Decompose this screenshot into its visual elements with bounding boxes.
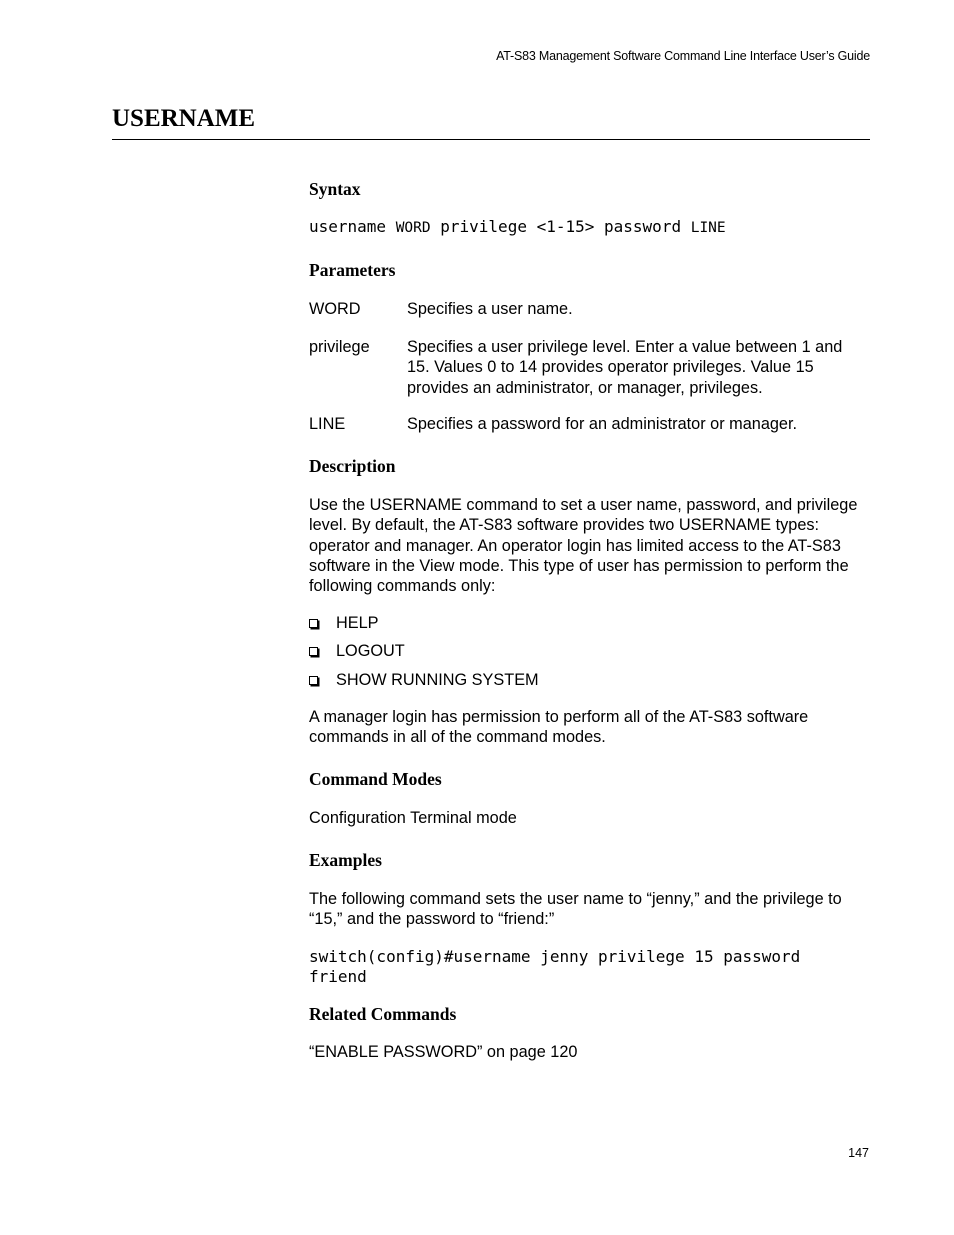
param-desc-word: Specifies a user name. [407,300,573,318]
bullet-text: HELP [336,614,379,632]
checkbox-bullet-icon [309,676,318,685]
bullet-text: SHOW RUNNING SYSTEM [336,671,539,689]
command-modes-text: Configuration Terminal mode [309,809,517,827]
param-name-privilege: privilege [309,338,370,356]
examples-text: The following command sets the user name to “jenny,” and the privilege to “15,” and the password to “friend:” [309,890,842,929]
description-intro: Use the USERNAME command to set a user name, password, and privilege level. By default, the AT-S83 software provides two USERNAME types: operator and manager. An operator login has limited access to the AT-S83 software in the View mode. This type of user has permission to perform the following commands only: [309,496,858,596]
page-number: 147 [848,1146,869,1160]
syntax-command: username [309,217,396,236]
list-item [309,641,709,663]
description-heading: Description [309,456,396,476]
syntax-arg-line: LINE [690,220,726,236]
param-desc-privilege: Specifies a user privilege level. Enter a value between 1 and 15. Values 0 to 14 provides operator privileges. Value 15 provides an administrator, or manager, privileges. [407,338,843,397]
syntax-heading: Syntax [309,179,361,199]
syntax-command-rest: privilege <1-15> password [430,217,691,236]
running-header: AT-S83 Management Software Command Line Interface User’s Guide [496,49,870,63]
parameters-heading: Parameters [309,260,396,280]
checkbox-bullet-icon [309,647,318,656]
related-commands-heading: Related Commands [309,1004,457,1024]
page-title: USERNAME [112,105,256,132]
bullet-text: LOGOUT [336,642,405,660]
syntax-arg-word: WORD [395,220,431,236]
syntax-code [309,217,879,238]
example-code-line-2: friend [309,967,367,986]
related-command-reference: “ENABLE PASSWORD” on page 120 [309,1043,578,1061]
list-item [309,670,709,692]
title-rule [112,139,870,140]
param-name-word: WORD [309,300,361,318]
param-desc-line: Specifies a password for an administrator or manager. [407,415,798,433]
param-name-line: LINE [309,415,346,433]
list-item [309,613,709,635]
command-modes-heading: Command Modes [309,769,442,789]
checkbox-bullet-icon [309,619,318,628]
examples-heading: Examples [309,850,382,870]
description-closing: A manager login has permission to perform all of the AT-S83 software commands in all of the command modes. [309,708,809,747]
example-code-line-1: switch(config)#username jenny privilege 15 password [309,947,801,966]
